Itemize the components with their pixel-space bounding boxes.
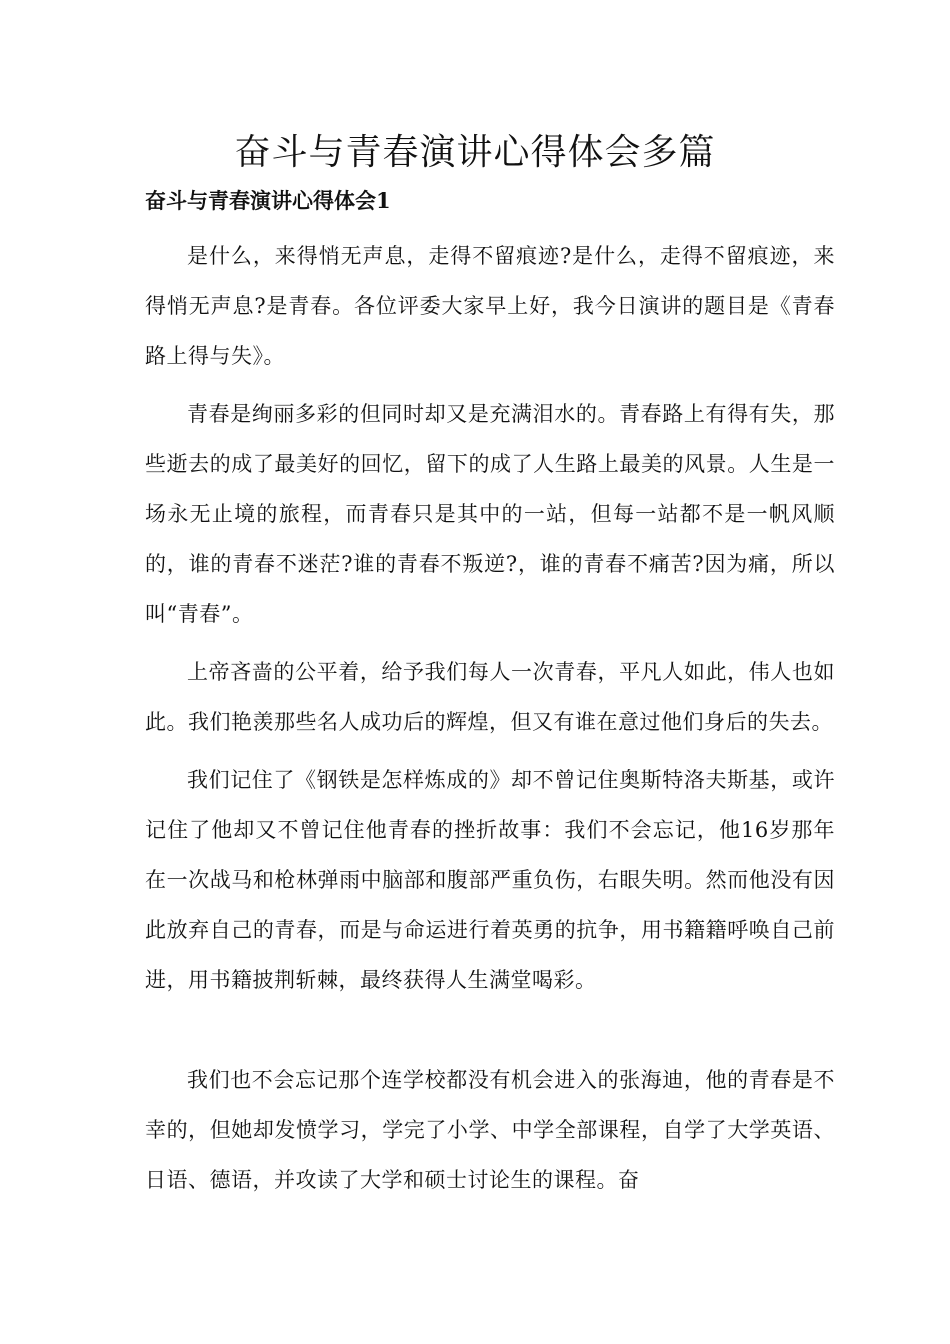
section-heading: 奋斗与青春演讲心得体会1: [145, 188, 391, 213]
paragraph-5: 我们也不会忘记那个连学校都没有机会进入的张海迪，他的青春是不幸的，但她却发愤学习，学完了小学、中学全部课程，自学了大学英语、日语、德语，并攻读了大学和硕士讨论生的课程。奋: [145, 1068, 835, 1192]
document-body: [145, 231, 835, 1213]
paragraph-4: 我们记住了《钢铁是怎样炼成的》却不曾记住奥斯特洛夫斯基，或许记住了他却又不曾记住他青春的挫折故事：我们不会忘记，他16岁那年在一次战马和枪林弹雨中脑部和腹部严重负伤，右眼失明。然而他没有因此放弃自己的青春，而是与命运进行着英勇的抗争，用书籍籍呼唤自己前进，用书籍披荆斩棘，最终获得人生满堂喝彩。: [145, 768, 835, 992]
paragraph-2: 青春是绚丽多彩的但同时却又是充满泪水的。青春路上有得有失，那些逝去的成了最美好的回忆，留下的成了人生路上最美的风景。人生是一场永无止境的旅程，而青春只是其中的一站，但每一站都不是一帆风顺的，谁的青春不迷茫?谁的青春不叛逆?，谁的青春不痛苦?因为痛，所以叫“青春”。: [145, 402, 835, 626]
document-title: 奋斗与青春演讲心得体会多篇: [234, 132, 716, 173]
paragraph-1: 是什么，来得悄无声息，走得不留痕迹?是什么，走得不留痕迹，来得悄无声息?是青春。各位评委大家早上好，我今日演讲的题目是《青春路上得与失》。: [145, 244, 835, 368]
paragraph-3: 上帝吝啬的公平着，给予我们每人一次青春，平凡人如此，伟人也如此。我们艳羡那些名人成功后的辉煌，但又有谁在意过他们身后的失去。: [145, 660, 835, 734]
